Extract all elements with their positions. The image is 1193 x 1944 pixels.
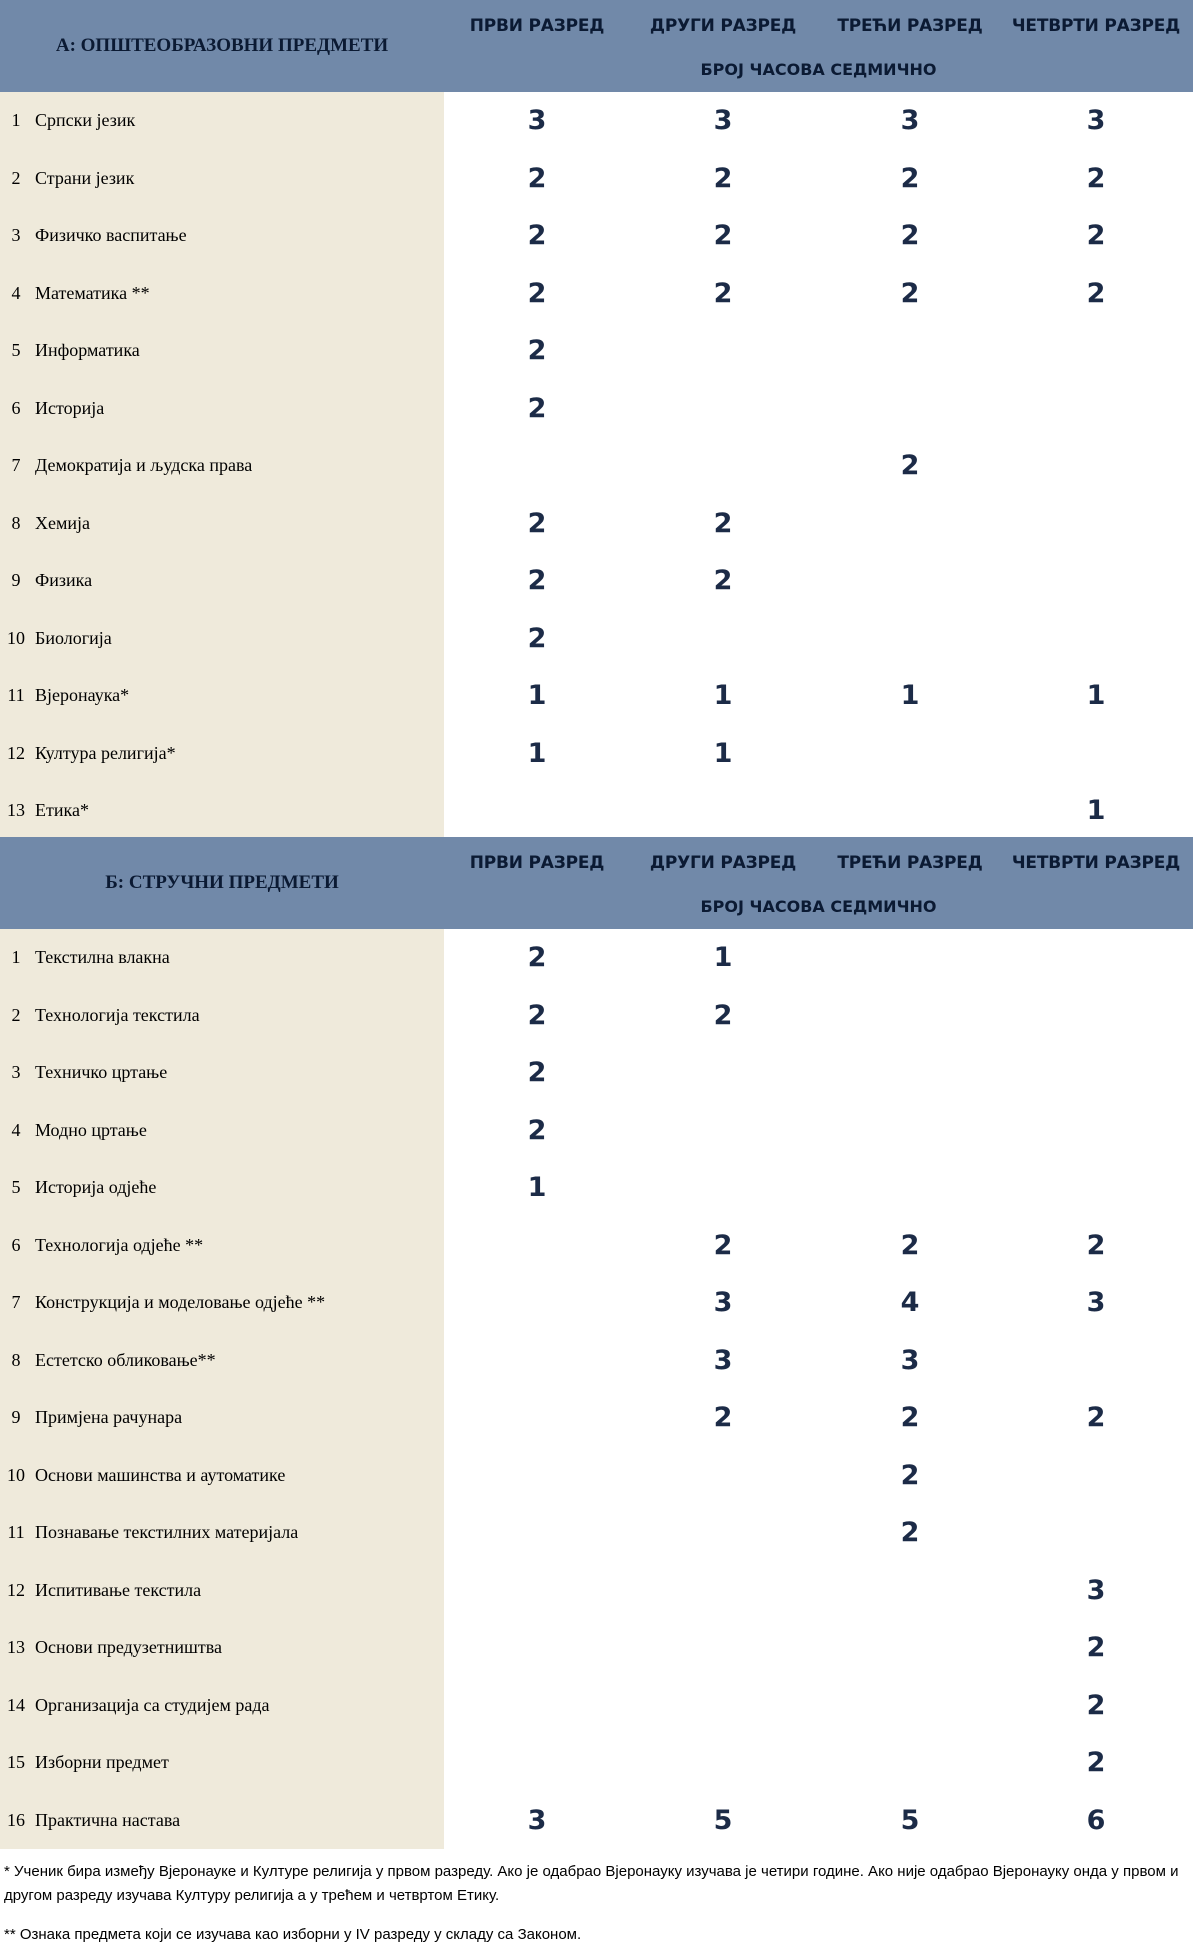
hours-cell — [817, 380, 1003, 437]
subject-name: Историја одјеће — [35, 1177, 157, 1197]
row-number: 1 — [11, 947, 21, 967]
hours-cell — [444, 782, 630, 839]
subject-name: Основи машинства и аутоматике — [35, 1464, 286, 1485]
hours-cell: 4 — [900, 1287, 920, 1318]
hours-cell: 2 — [527, 277, 547, 309]
hours-cell: 3 — [713, 1344, 733, 1376]
table-row — [0, 92, 1193, 149]
hours-cell: 2 — [713, 277, 733, 309]
hours-cell: 2 — [1086, 1402, 1106, 1433]
hours-cell: 1 — [900, 680, 920, 711]
hours-cell: 3 — [527, 1804, 547, 1836]
hours-cell — [817, 322, 1003, 379]
hours-cell — [630, 1619, 816, 1676]
row-number: 3 — [11, 225, 21, 245]
hours-cell — [1003, 1044, 1189, 1101]
hours-cell: 1 — [1086, 680, 1106, 711]
hours-cell — [1003, 1447, 1189, 1504]
hours-cell — [630, 1102, 816, 1159]
hours-cell: 2 — [900, 1459, 920, 1491]
hours-cell: 2 — [713, 1229, 733, 1261]
hours-cell — [444, 1274, 630, 1331]
table-row — [0, 1734, 1193, 1791]
subject-name: Физичко васпитање — [35, 225, 187, 245]
hours-cell — [444, 1734, 630, 1791]
hours-cell: 5 — [713, 1804, 733, 1836]
hours-cell — [1003, 380, 1189, 437]
subject-name: Демократија и људска права — [35, 455, 253, 475]
hours-cell — [630, 380, 816, 437]
hours-cell — [630, 1044, 816, 1101]
hours-cell — [444, 1447, 630, 1504]
table-row — [0, 1504, 1193, 1561]
section-header — [0, 837, 1193, 929]
subject-name: Култура религија* — [35, 742, 176, 763]
row-number: 6 — [11, 1234, 21, 1255]
hours-cell: 2 — [713, 162, 733, 194]
hours-cell — [444, 1562, 630, 1619]
table-row — [0, 929, 1193, 986]
subject-name: Организација са студијем рада — [35, 1694, 270, 1715]
hours-cell — [630, 1562, 816, 1619]
hours-cell — [444, 1332, 630, 1389]
hours-cell: 1 — [713, 680, 733, 711]
subject-name: Вјеронаука* — [35, 685, 130, 705]
footnote: ** Ознака предмета који се изучава као изборни у IV разреду у складу са Законом. — [4, 1926, 582, 1943]
subject-name: Конструкција и моделовање одјеће ** — [35, 1292, 326, 1312]
subject-name: Техничко цртање — [35, 1062, 168, 1082]
table-row — [0, 1562, 1193, 1619]
row-number: 6 — [11, 397, 21, 418]
hours-cell — [444, 1677, 630, 1734]
table-row — [0, 1792, 1193, 1849]
table-row — [0, 1447, 1193, 1504]
hours-cell: 2 — [1086, 220, 1106, 251]
subject-name: Технологија одјеће ** — [35, 1234, 204, 1255]
row-number: 14 — [7, 1694, 25, 1715]
grade-header: ПРВИ РАЗРЕД — [469, 16, 605, 36]
table-row — [0, 1274, 1193, 1331]
subject-name: Изборни предмет — [35, 1752, 169, 1772]
hours-per-week-label: БРОЈ ЧАСОВА СЕДМИЧНО — [700, 60, 937, 79]
row-number: 7 — [11, 455, 21, 475]
table-row — [0, 667, 1193, 724]
hours-cell — [817, 1562, 1003, 1619]
hours-cell: 1 — [713, 942, 733, 973]
row-number: 11 — [7, 1522, 25, 1542]
subject-name: Практична настава — [35, 1809, 181, 1830]
hours-cell: 3 — [713, 105, 733, 136]
hours-cell — [1003, 1504, 1189, 1561]
hours-cell: 2 — [527, 507, 547, 539]
table-row — [0, 782, 1193, 839]
row-number: 8 — [11, 1349, 21, 1370]
grade-header: ДРУГИ РАЗРЕД — [649, 16, 797, 36]
grade-header: ТРЕЋИ РАЗРЕД — [837, 853, 983, 873]
hours-cell: 2 — [900, 277, 920, 309]
table-row — [0, 1102, 1193, 1159]
subject-name: Примјена рачунара — [35, 1407, 183, 1427]
hours-cell: 2 — [527, 1057, 547, 1088]
hours-cell — [817, 610, 1003, 667]
subject-name: Текстилна влакна — [35, 947, 170, 967]
grade-header: ТРЕЋИ РАЗРЕД — [837, 16, 983, 36]
row-number: 4 — [11, 282, 21, 303]
row-number: 2 — [11, 167, 21, 188]
hours-cell — [630, 1504, 816, 1561]
hours-cell: 2 — [1086, 277, 1106, 309]
hours-cell — [1003, 322, 1189, 379]
hours-cell: 2 — [900, 162, 920, 194]
hours-cell: 2 — [527, 335, 547, 366]
table-row — [0, 1044, 1193, 1101]
table-row — [0, 610, 1193, 667]
row-number: 10 — [7, 1464, 25, 1485]
hours-cell — [630, 322, 816, 379]
hours-cell — [817, 1102, 1003, 1159]
section-title: Б: СТРУЧНИ ПРЕДМЕТИ — [105, 872, 339, 893]
hours-cell: 5 — [900, 1804, 920, 1836]
grade-header: ДРУГИ РАЗРЕД — [649, 853, 797, 873]
hours-cell: 3 — [900, 1344, 920, 1376]
hours-cell — [630, 782, 816, 839]
hours-cell — [1003, 437, 1189, 494]
hours-cell: 2 — [527, 1114, 547, 1146]
hours-cell: 3 — [527, 105, 547, 136]
hours-cell — [630, 437, 816, 494]
hours-cell — [817, 987, 1003, 1044]
table-row — [0, 552, 1193, 609]
subject-name: Хемија — [35, 512, 91, 533]
subject-name: Технологија текстила — [35, 1004, 200, 1025]
hours-cell — [817, 552, 1003, 609]
table-row — [0, 495, 1193, 552]
row-number: 12 — [7, 742, 25, 763]
subject-name: Информатика — [35, 340, 140, 360]
hours-cell: 1 — [1086, 795, 1106, 826]
subject-name: Етика* — [35, 800, 89, 820]
hours-cell: 3 — [713, 1287, 733, 1318]
hours-cell — [817, 495, 1003, 552]
subject-name: Историја — [35, 397, 105, 418]
hours-cell: 2 — [1086, 1747, 1106, 1778]
hours-cell: 2 — [713, 565, 733, 596]
row-number: 10 — [7, 627, 25, 648]
subject-name: Физика — [35, 570, 93, 590]
hours-cell: 2 — [900, 1229, 920, 1261]
hours-cell: 2 — [713, 507, 733, 539]
hours-cell: 2 — [713, 220, 733, 251]
hours-cell — [1003, 1159, 1189, 1216]
hours-cell — [1003, 725, 1189, 782]
hours-cell — [444, 437, 630, 494]
grade-header: ЧЕТВРТИ РАЗРЕД — [1011, 16, 1181, 36]
hours-cell — [1003, 495, 1189, 552]
table-row — [0, 1159, 1193, 1216]
row-number: 2 — [11, 1004, 21, 1025]
table-row — [0, 265, 1193, 322]
subject-name: Страни језик — [35, 167, 135, 188]
hours-cell: 2 — [713, 1402, 733, 1433]
hours-cell: 2 — [527, 220, 547, 251]
table-row — [0, 207, 1193, 264]
row-number: 5 — [11, 340, 21, 360]
table-row — [0, 987, 1193, 1044]
hours-cell — [817, 782, 1003, 839]
table-row — [0, 1389, 1193, 1446]
table-row — [0, 1619, 1193, 1676]
hours-cell — [444, 1217, 630, 1274]
row-number: 7 — [11, 1292, 21, 1312]
hours-cell: 2 — [1086, 1689, 1106, 1721]
row-number: 13 — [7, 800, 25, 820]
hours-cell — [630, 610, 816, 667]
hours-per-week-label: БРОЈ ЧАСОВА СЕДМИЧНО — [700, 897, 937, 916]
hours-cell: 2 — [900, 220, 920, 251]
hours-cell — [630, 1159, 816, 1216]
hours-cell — [444, 1619, 630, 1676]
row-number: 1 — [11, 110, 21, 130]
hours-cell: 2 — [527, 622, 547, 654]
row-number: 12 — [7, 1579, 25, 1600]
hours-cell — [817, 1159, 1003, 1216]
hours-cell: 3 — [1086, 1287, 1106, 1318]
hours-cell: 2 — [1086, 1229, 1106, 1261]
hours-cell — [444, 1389, 630, 1446]
hours-cell: 2 — [527, 565, 547, 596]
hours-cell: 2 — [900, 450, 920, 481]
hours-cell: 2 — [713, 999, 733, 1031]
subject-name: Испитивање текстила — [35, 1579, 202, 1600]
hours-cell — [817, 1619, 1003, 1676]
section-title: A: ОПШТЕОБРАЗОВНИ ПРЕДМЕТИ — [55, 35, 389, 56]
hours-cell — [817, 1044, 1003, 1101]
hours-cell: 2 — [527, 999, 547, 1031]
row-number: 15 — [7, 1752, 25, 1772]
table-row — [0, 1677, 1193, 1734]
hours-cell: 3 — [1086, 1574, 1106, 1606]
hours-cell — [817, 929, 1003, 986]
hours-cell — [1003, 1102, 1189, 1159]
table-row — [0, 725, 1193, 782]
hours-cell — [630, 1677, 816, 1734]
hours-cell: 2 — [1086, 162, 1106, 194]
table-row — [0, 380, 1193, 437]
hours-cell — [817, 725, 1003, 782]
row-number: 11 — [7, 685, 25, 705]
hours-cell: 1 — [527, 680, 547, 711]
hours-cell: 2 — [900, 1402, 920, 1433]
hours-cell — [1003, 987, 1189, 1044]
hours-cell — [1003, 552, 1189, 609]
table-row — [0, 1217, 1193, 1274]
row-number: 5 — [11, 1177, 21, 1197]
hours-cell — [444, 1504, 630, 1561]
row-number: 13 — [7, 1637, 25, 1657]
hours-cell: 1 — [527, 1172, 547, 1203]
hours-cell — [817, 1734, 1003, 1791]
row-number: 9 — [11, 570, 21, 590]
table-row — [0, 437, 1193, 494]
row-number: 3 — [11, 1062, 21, 1082]
subject-name: Биологија — [35, 627, 112, 648]
section-header — [0, 0, 1193, 92]
row-number: 4 — [11, 1119, 21, 1140]
hours-cell: 2 — [527, 392, 547, 424]
hours-cell: 3 — [900, 105, 920, 136]
table-row — [0, 1332, 1193, 1389]
hours-cell: 2 — [527, 942, 547, 973]
hours-cell — [630, 1734, 816, 1791]
table-row — [0, 150, 1193, 207]
row-number: 16 — [7, 1809, 25, 1830]
hours-cell — [1003, 929, 1189, 986]
hours-cell: 1 — [713, 737, 733, 769]
hours-cell — [817, 1677, 1003, 1734]
subject-name: Основи предузетништва — [35, 1637, 223, 1657]
table-row — [0, 322, 1193, 379]
hours-cell: 3 — [1086, 105, 1106, 136]
subject-name: Познавање текстилних материјала — [35, 1522, 299, 1542]
hours-cell: 2 — [900, 1517, 920, 1548]
hours-cell: 6 — [1086, 1804, 1106, 1836]
subject-name: Естетско обликовање** — [35, 1349, 216, 1370]
grade-header: ЧЕТВРТИ РАЗРЕД — [1011, 853, 1181, 873]
hours-cell — [1003, 1332, 1189, 1389]
hours-cell: 2 — [527, 162, 547, 194]
row-number: 9 — [11, 1407, 21, 1427]
subject-name: Модно цртање — [35, 1119, 147, 1140]
row-number: 8 — [11, 512, 21, 533]
hours-cell: 2 — [1086, 1632, 1106, 1663]
hours-cell: 1 — [527, 737, 547, 769]
subject-name: Српски језик — [35, 110, 136, 130]
hours-cell — [1003, 610, 1189, 667]
grade-header: ПРВИ РАЗРЕД — [469, 853, 605, 873]
footnote: * Ученик бира између Вјеронауке и Културе религија у првом разреду. Ако је одабрао Вјеронауку изучава је четири године. Ако није одабрао Вјеронауку онда у првом и другом разреду изучава Културу религија а у трећем и четвртом Етику. — [4, 1863, 1179, 1904]
hours-cell — [630, 1447, 816, 1504]
subject-name: Математика ** — [35, 282, 150, 303]
